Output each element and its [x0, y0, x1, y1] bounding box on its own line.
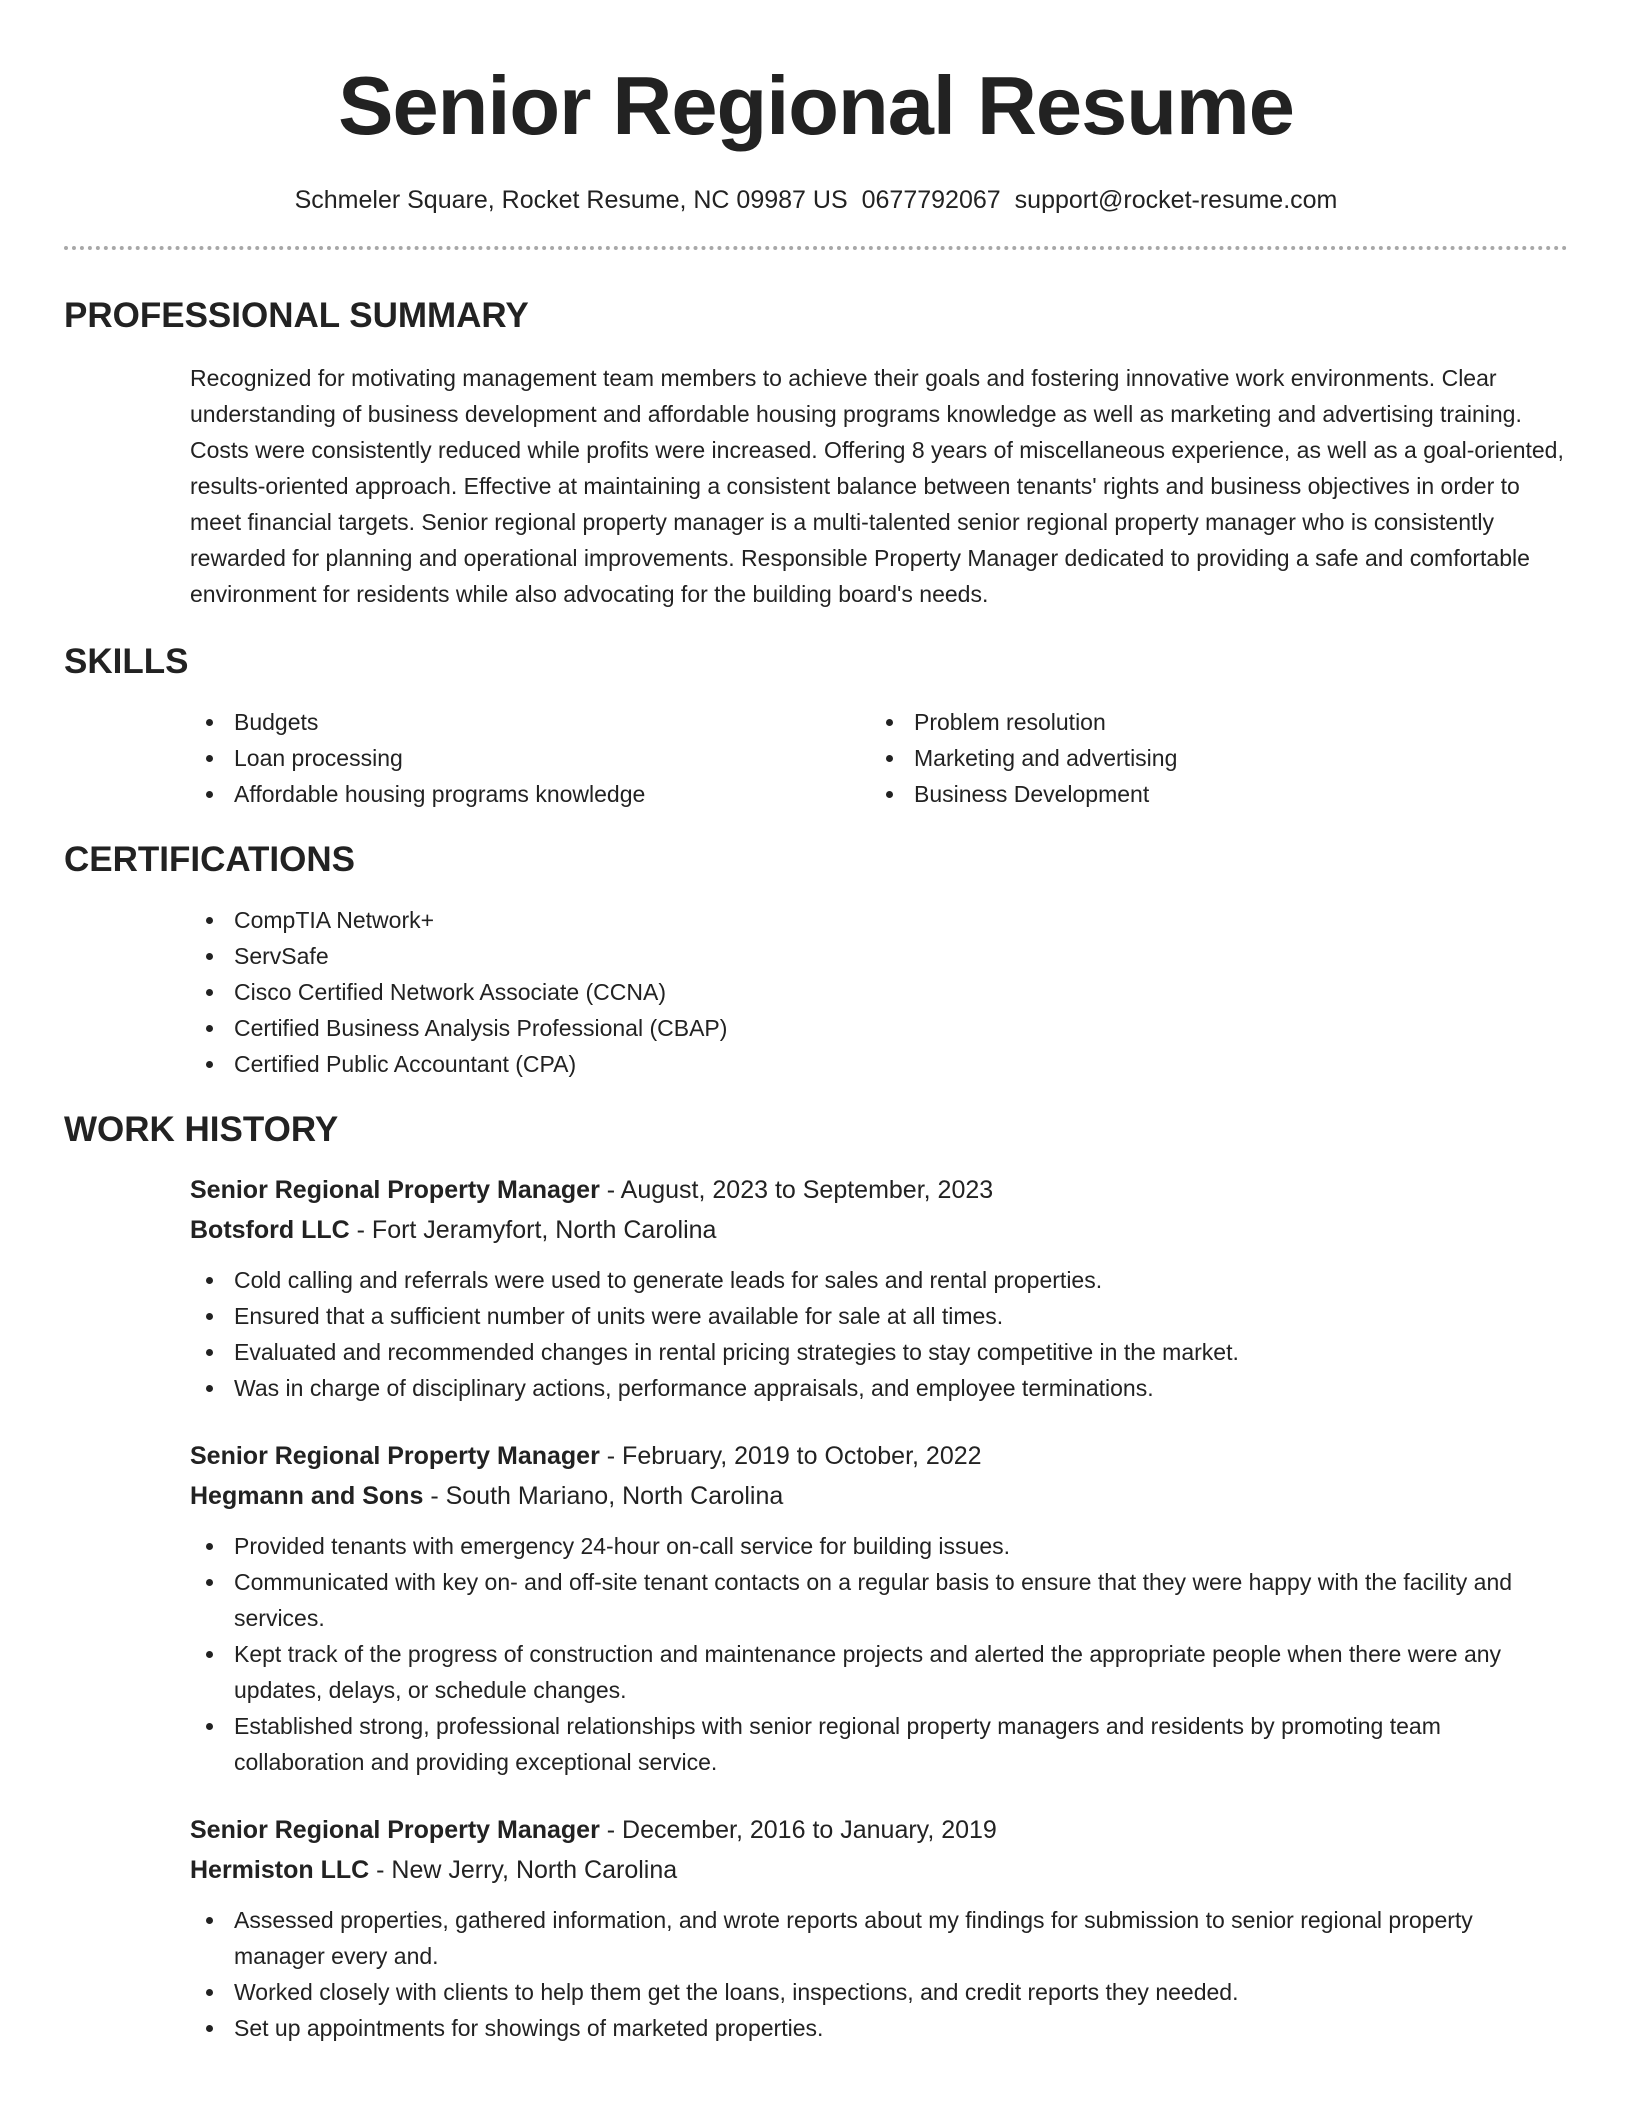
- section-title-work-history: WORK HISTORY: [64, 1110, 339, 1149]
- job-company: Hermiston LLC: [190, 1856, 370, 1884]
- job-entry: [190, 1170, 1568, 1406]
- job-company-line: [190, 1850, 1568, 1890]
- list-item: Was in charge of disciplinary actions, performance appraisals, and employee terminations.: [190, 1370, 1568, 1406]
- list-item: Evaluated and recommended changes in rental pricing strategies to stay competitive in the market.: [190, 1334, 1568, 1370]
- job-company: Botsford LLC: [190, 1216, 350, 1244]
- contact-line: [64, 184, 1568, 216]
- list-item: Communicated with key on- and off-site tenant contacts on a regular basis to ensure that they were happy with the facility and services.: [190, 1564, 1568, 1636]
- list-item: Set up appointments for showings of marketed properties.: [190, 2010, 1568, 2046]
- section-title-summary: PROFESSIONAL SUMMARY: [64, 296, 529, 335]
- skills-list: [190, 704, 1568, 812]
- list-item: Assessed properties, gathered information, and wrote reports about my findings for submission to senior regional property manager every and.: [190, 1902, 1568, 1974]
- job-company-line: [190, 1210, 1568, 1250]
- list-item: Worked closely with clients to help them get the loans, inspections, and credit reports they needed.: [190, 1974, 1568, 2010]
- job-company-line: [190, 1476, 1568, 1516]
- job-title-line: [190, 1170, 1568, 1210]
- job-title-line: [190, 1810, 1568, 1850]
- list-item: ServSafe: [190, 938, 1568, 974]
- summary-text: Recognized for motivating management team members to achieve their goals and fostering innovative work environments. Clear understanding of business development and affordable housing programs knowledge as well as marketing and advertising training. Costs were consistently reduced while profits were increased. Offering 8 years of miscellaneous experience, as well as a goal-oriented, results-oriented approach. Effective at maintaining a consistent balance between tenants' rights and business objectives in order to meet financial targets. Senior regional property manager is a multi-talented senior regional property manager who is consistently rewarded for planning and operational improvements. Responsible Property Manager dedicated to providing a safe and comfortable environment for residents while also advocating for the building board's needs.: [190, 365, 1564, 607]
- job-bullets: [190, 1528, 1568, 1780]
- job-dates: - December, 2016 to January, 2019: [599, 1816, 997, 1844]
- contact-phone: 0677792067: [861, 186, 1001, 214]
- list-item: Cold calling and referrals were used to generate leads for sales and rental properties.: [190, 1262, 1568, 1298]
- list-item: Cisco Certified Network Associate (CCNA): [190, 974, 1568, 1010]
- list-item: Provided tenants with emergency 24-hour on-call service for building issues.: [190, 1528, 1568, 1564]
- list-item: Established strong, professional relationships with senior regional property managers and residents by promoting team collaboration and providing exceptional service.: [190, 1708, 1568, 1780]
- certifications-list: [190, 902, 1568, 1082]
- list-item: Kept track of the progress of construction and maintenance projects and alerted the appropriate people when there were any updates, delays, or schedule changes.: [190, 1636, 1568, 1708]
- job-location: - South Mariano, North Carolina: [423, 1482, 784, 1510]
- job-company: Hegmann and Sons: [190, 1482, 424, 1510]
- list-item: Affordable housing programs knowledge: [190, 776, 870, 812]
- job-title: Senior Regional Property Manager: [190, 1176, 600, 1204]
- skills-column-left: [190, 704, 870, 812]
- job-entry: [190, 1436, 1568, 1780]
- list-item: Ensured that a sufficient number of units were available for sale at all times.: [190, 1298, 1568, 1334]
- job-location: - New Jerry, North Carolina: [369, 1856, 678, 1884]
- job-bullets: [190, 1262, 1568, 1406]
- job-title-line: [190, 1436, 1568, 1476]
- header-divider: [64, 246, 1568, 250]
- section-title-skills: SKILLS: [64, 642, 189, 681]
- list-item: Certified Public Accountant (CPA): [190, 1046, 1568, 1082]
- list-item: Certified Business Analysis Professional (CBAP): [190, 1010, 1568, 1046]
- job-dates: - February, 2019 to October, 2022: [599, 1442, 982, 1470]
- job-title: Senior Regional Property Manager: [190, 1816, 600, 1844]
- job-location: - Fort Jeramyfort, North Carolina: [349, 1216, 717, 1244]
- list-item: Budgets: [190, 704, 870, 740]
- job-dates: - August, 2023 to September, 2023: [599, 1176, 994, 1204]
- skills-column-right: [870, 704, 1550, 812]
- job-title: Senior Regional Property Manager: [190, 1442, 600, 1470]
- list-item: Problem resolution: [870, 704, 1550, 740]
- section-title-certifications: CERTIFICATIONS: [64, 840, 356, 879]
- contact-address: Schmeler Square, Rocket Resume, NC 09987 US: [294, 186, 848, 214]
- contact-email: support@rocket-resume.com: [1014, 186, 1338, 214]
- job-entry: [190, 1810, 1568, 2046]
- job-bullets: [190, 1902, 1568, 2046]
- resume-name: Senior Regional Resume: [338, 59, 1294, 152]
- list-item: Business Development: [870, 776, 1550, 812]
- list-item: CompTIA Network+: [190, 902, 1568, 938]
- list-item: Marketing and advertising: [870, 740, 1550, 776]
- list-item: Loan processing: [190, 740, 870, 776]
